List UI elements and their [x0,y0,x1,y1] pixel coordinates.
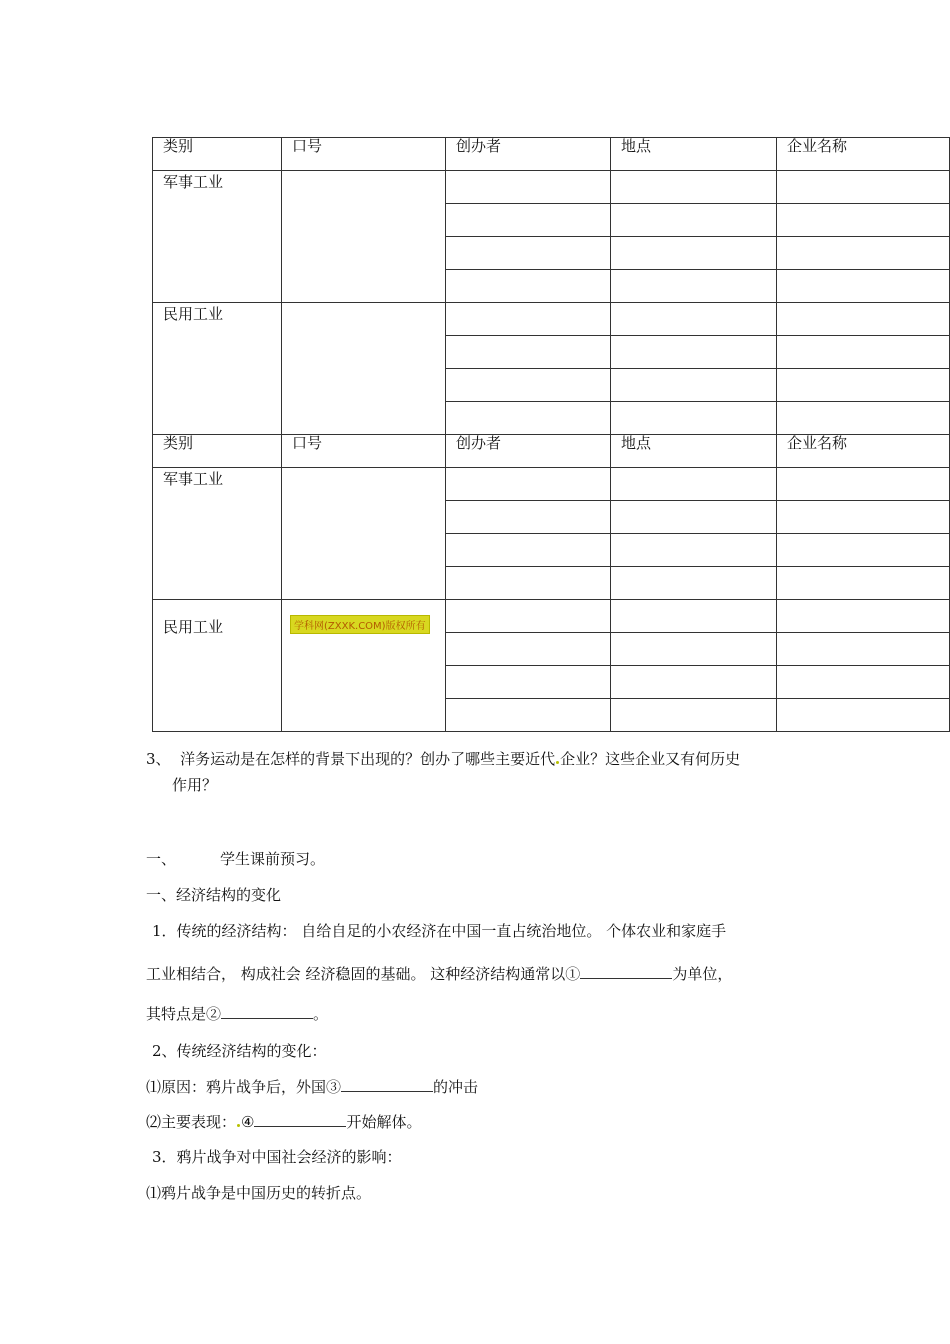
paragraph-1-line3: 其特点是② 。 [146,1005,329,1023]
blank-cell [611,699,777,732]
header-location: 地点 [611,435,777,468]
blank-cell [611,303,777,336]
fill-blank-3[interactable] [341,1077,433,1092]
blank-cell [611,237,777,270]
marker-dot-icon [237,1124,240,1127]
blank-cell [446,501,611,534]
blank-cell [777,600,950,633]
header-category: 类别 [153,435,282,468]
blank-cell [777,699,950,732]
blank-cell [446,633,611,666]
blank-cell [777,171,950,204]
paragraph-3-item-1: ⑴鸦片战争是中国历史的转折点。 [146,1184,372,1202]
blank-cell [446,369,611,402]
section-heading-preview: 一、 学生课前预习。 [146,850,326,868]
blank-cell [611,270,777,303]
header-founder: 创办者 [446,138,611,171]
question-3-line2: 作用？ [172,776,218,794]
blank-cell [611,501,777,534]
header-location: 地点 [611,138,777,171]
blank-cell [446,534,611,567]
slogan-cell [282,303,446,435]
blank-cell [446,699,611,732]
blank-cell [611,633,777,666]
blank-cell [611,402,777,435]
blank-cell [777,501,950,534]
blank-cell [777,666,950,699]
blank-cell [777,237,950,270]
blank-cell [611,204,777,237]
blank-cell [777,204,950,237]
question-3-line1: 3、 洋务运动是在怎样的背景下出现的？创办了哪些主要近代 企业？这些企业又有何历史 [146,750,741,768]
blank-cell [777,567,950,600]
blank-cell [611,600,777,633]
blank-cell [446,270,611,303]
paragraph-3-heading: 3．鸦片战争对中国社会经济的影响： [152,1148,402,1166]
civilian-industry-cell: 民用工业 [153,303,282,435]
fill-blank-1[interactable] [580,964,672,979]
header-enterprise: 企业名称 [777,138,950,171]
blank-cell [611,336,777,369]
slogan-cell [282,468,446,600]
header-founder: 创办者 [446,435,611,468]
blank-cell [446,468,611,501]
marker-dot-icon [556,761,559,764]
blank-cell [611,567,777,600]
military-industry-cell: 军事工业 [153,171,282,303]
blank-cell [611,369,777,402]
blank-cell [446,303,611,336]
header-category: 类别 [153,138,282,171]
blank-cell [611,171,777,204]
blank-cell [446,600,611,633]
blank-cell [777,468,950,501]
paragraph-1-line1: 1．传统的经济结构： 自给自足的小农经济在中国一直占统治地位。 个体农业和家庭手 [152,922,727,940]
blank-cell [446,402,611,435]
blank-cell [777,369,950,402]
military-industry-cell: 军事工业 [153,468,282,600]
paragraph-1-line2: 工业相结合， 构成社会 经济稳固的基础。 这种经济结构通常以① 为单位， [146,965,733,983]
watermark-badge: 学科网(ZXXK.COM)版权所有 [290,615,430,634]
fill-blank-2[interactable] [221,1004,313,1019]
slogan-cell [282,600,446,732]
blank-cell [446,237,611,270]
blank-cell [446,171,611,204]
blank-cell [777,270,950,303]
blank-cell [446,336,611,369]
blank-cell [446,567,611,600]
blank-cell [611,666,777,699]
fill-blank-4[interactable] [254,1112,346,1127]
blank-cell [446,204,611,237]
section-heading-economy: 一、经济结构的变化 [146,886,282,904]
industry-table [152,137,949,732]
blank-cell [777,534,950,567]
blank-cell [777,633,950,666]
paragraph-2-cause: ⑴原因：鸦片战争后，外国③ 的冲击 [146,1078,479,1096]
blank-cell [611,534,777,567]
blank-cell [611,468,777,501]
slogan-cell [282,171,446,303]
paragraph-2-manifestation: ⑵主要表现： ④ 开始解体。 [146,1113,422,1131]
blank-cell [777,402,950,435]
paragraph-2-heading: 2、传统经济结构的变化： [152,1042,327,1060]
blank-cell [777,336,950,369]
civilian-industry-cell: 民用工业 [153,600,282,732]
header-slogan: 口号 [282,138,446,171]
blank-cell [446,666,611,699]
header-slogan: 口号 [282,435,446,468]
blank-cell [777,303,950,336]
header-enterprise: 企业名称 [777,435,950,468]
